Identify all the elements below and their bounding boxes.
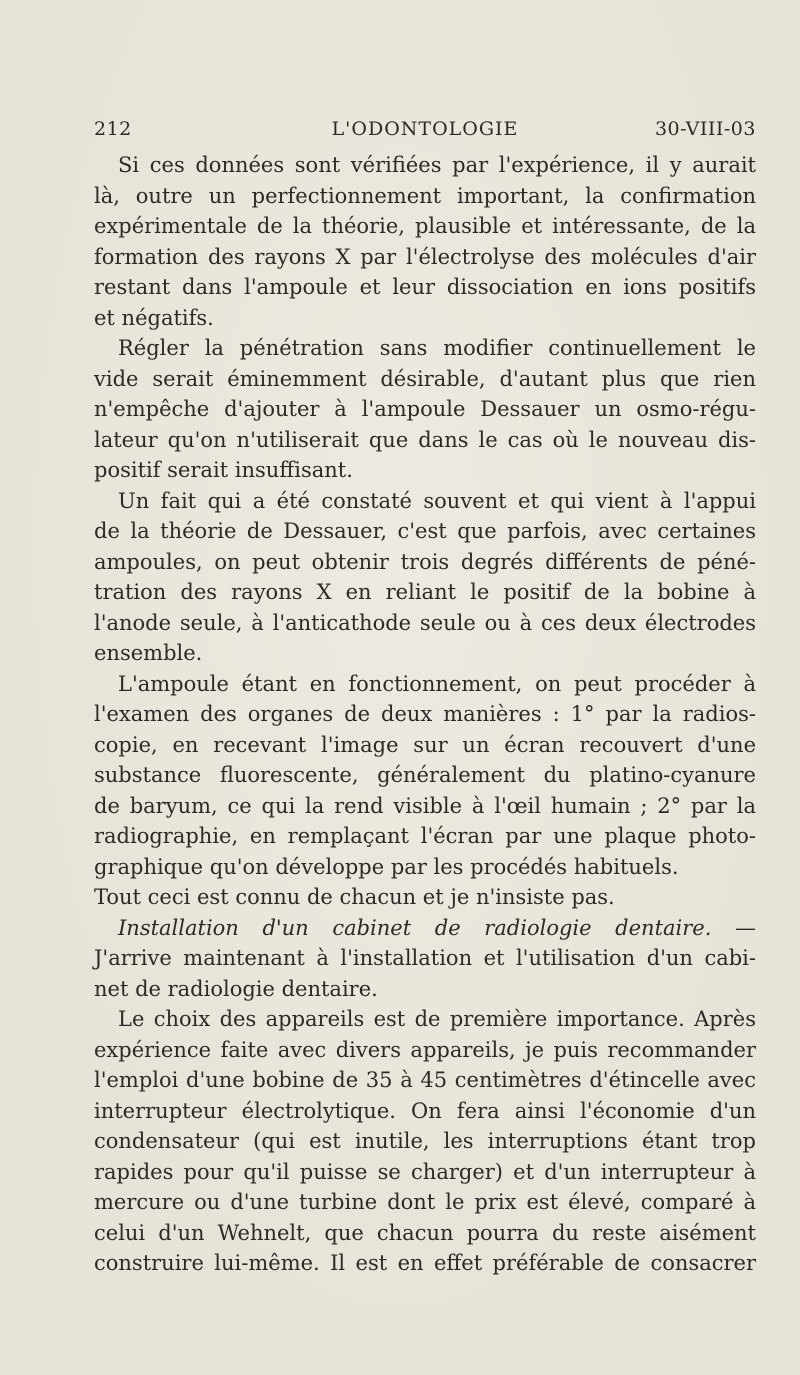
text-line: copie, en recevant l'image sur un écran recouvert d'une bbox=[94, 732, 756, 757]
text-line: net de radiologie dentaire. bbox=[94, 976, 378, 1001]
text-line: formation des rayons X par l'électrolyse des molécules d'air bbox=[94, 244, 756, 269]
text-line: de baryum, ce qui la rend visible à l'œil humain ; 2° par la bbox=[94, 793, 756, 818]
text-line: Tout ceci est connu de chacun et je n'insiste pas. bbox=[94, 885, 615, 909]
text-line: L'ampoule étant en fonctionnement, on peut procéder à bbox=[118, 671, 756, 696]
issue-date: 30-VIII-03 bbox=[654, 118, 756, 140]
text-line: construire lui-même. Il est en effet préférable de consacrer bbox=[94, 1251, 756, 1275]
text-line: Si ces données sont vérifiées par l'expérience, il y aurait bbox=[118, 153, 756, 177]
text-line: l'emploi d'une bobine de 35 à 45 centimètres d'étincelle avec bbox=[94, 1068, 756, 1092]
text-line: rapides pour qu'il puisse se charger) et d'un interrupteur à bbox=[94, 1159, 756, 1184]
text-line: Le choix des appareils est de première importance. Après bbox=[118, 1007, 756, 1031]
running-header bbox=[94, 118, 756, 146]
text-line: condensateur (qui est inutile, les interruptions étant trop bbox=[94, 1129, 756, 1153]
text-line: et négatifs. bbox=[94, 305, 214, 330]
text-line: celui d'un Wehnelt, que chacun pourra du reste aisément bbox=[94, 1220, 756, 1245]
text-line: positif serait insuffisant. bbox=[94, 458, 353, 482]
text-line: Un fait qui a été constaté souvent et qui vient à l'appui bbox=[118, 488, 756, 513]
text-line: interrupteur électrolytique. On fera ainsi l'économie d'un bbox=[94, 1098, 756, 1123]
text-line: substance fluorescente, généralement du platino-cyanure bbox=[94, 763, 756, 787]
text-line: restant dans l'ampoule et leur dissociation en ions positifs bbox=[94, 275, 756, 299]
text-line: l'anode seule, à l'anticathode seule ou à ces deux électrodes bbox=[94, 610, 756, 635]
section-heading-line: Installation d'un cabinet de radiologie dentaire. — bbox=[118, 915, 756, 940]
text-line: ensemble. bbox=[94, 641, 203, 665]
text-line: tration des rayons X en reliant le positif de la bobine à bbox=[94, 580, 756, 604]
text-line: ampoules, on peut obtenir trois degrés différents de péné- bbox=[94, 549, 756, 574]
text-line: J'arrive maintenant à l'installation et l'utilisation d'un cabi- bbox=[94, 946, 756, 970]
text-line: expérimentale de la théorie, plausible et intéressante, de la bbox=[94, 214, 756, 238]
journal-title: L'ODONTOLOGIE bbox=[331, 118, 519, 140]
page-number: 212 bbox=[94, 118, 132, 140]
text-line: là, outre un perfectionnement important, la confirmation bbox=[94, 183, 756, 208]
text-line: n'empêche d'ajouter à l'ampoule Dessauer un osmo-régu- bbox=[94, 397, 756, 421]
text-line: graphique qu'on développe par les procédés habituels. bbox=[94, 854, 679, 879]
text-line: radiographie, en remplaçant l'écran par une plaque photo- bbox=[94, 824, 756, 848]
text-line: Régler la pénétration sans modifier continuellement le bbox=[118, 336, 756, 360]
text-line: l'examen des organes de deux manières : 1° par la radios- bbox=[94, 702, 756, 726]
text-line: mercure ou d'une turbine dont le prix est élevé, comparé à bbox=[94, 1190, 756, 1214]
text-line: de la théorie de Dessauer, c'est que parfois, avec certaines bbox=[94, 519, 756, 543]
body-text bbox=[94, 150, 756, 1279]
text-line: vide serait éminemment désirable, d'autant plus que rien bbox=[94, 366, 756, 391]
text-line: expérience faite avec divers appareils, je puis recommander bbox=[94, 1037, 756, 1062]
text-line: lateur qu'on n'utiliserait que dans le cas où le nouveau dis- bbox=[94, 427, 756, 452]
